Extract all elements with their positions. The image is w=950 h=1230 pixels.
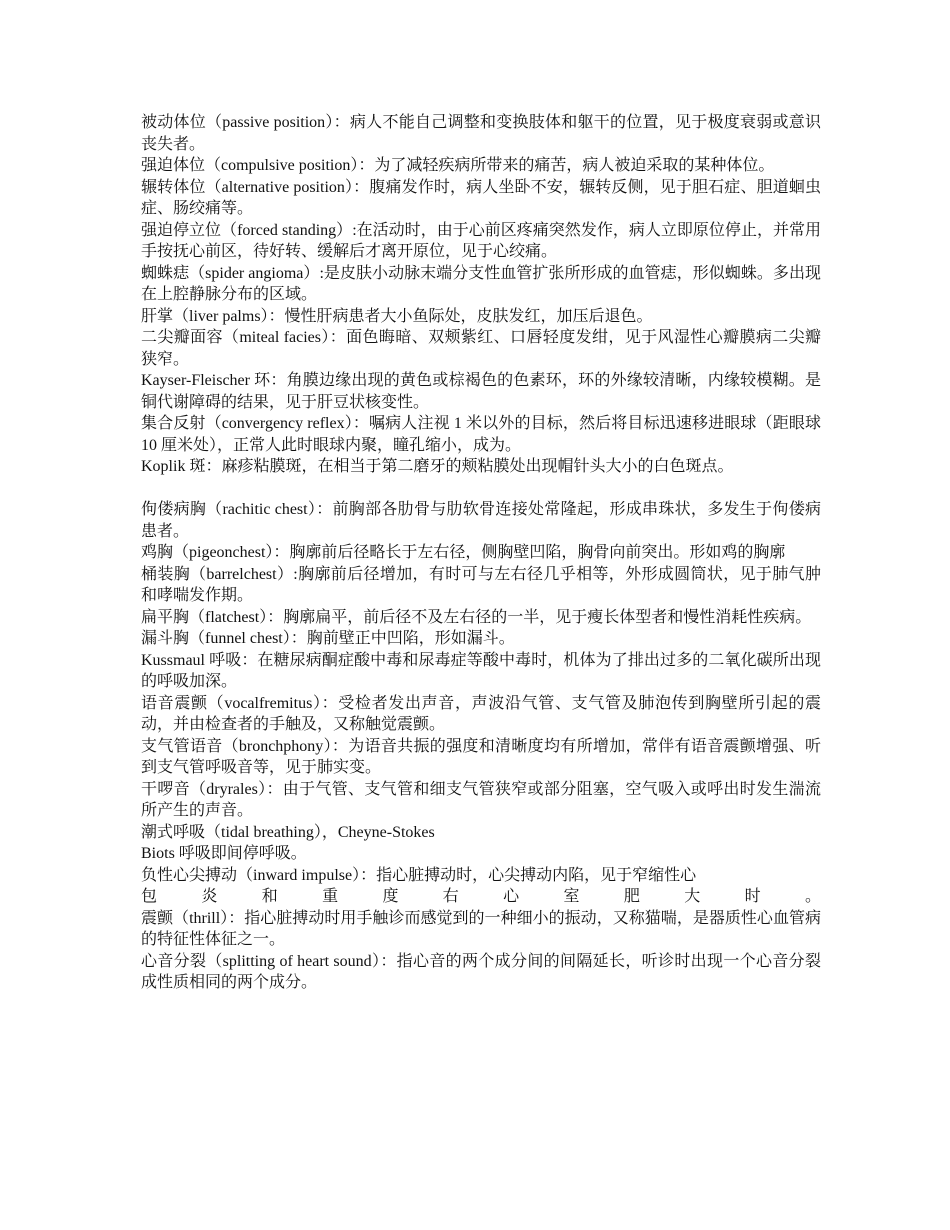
glossary-entry: 被动体位（passive position）：病人不能自己调整和变换肢体和躯干的位置，见于极度衰弱或意识丧失者。 bbox=[141, 114, 821, 153]
glossary-entry: 强迫体位（compulsive position）：为了减轻疾病所带来的痛苦，病人被迫采取的某种体位。 bbox=[141, 157, 775, 174]
glossary-entry: 漏斗胸（funnel chest）：胸前壁正中凹陷，形如漏斗。 bbox=[141, 630, 515, 647]
glossary-entry: 辗转体位（alternative position）：腹痛发作时，病人坐卧不安，辗转反侧，见于胆石症、胆道蛔虫症、肠绞痛等。 bbox=[141, 178, 821, 217]
glossary-entry: Kayser-Fleischer 环：角膜边缘出现的黄色或棕褐色的色素环，环的外缘较清晰，内缘较模糊。是铜代谢障碍的结果，见于肝豆状核变性。 bbox=[141, 372, 821, 411]
spread-char: 时 bbox=[744, 888, 761, 905]
glossary-entry: 震颤（thrill）：指心脏搏动时用手触诊而感觉到的一种细小的振动，又称猫喘，是器质性心血管病的特征性体征之一。 bbox=[141, 909, 821, 948]
glossary-entry: 蜘蛛痣（spider angioma）:是皮肤小动脉末端分支性血管扩张所形成的血管痣，形似蜘蛛。多出现在上腔静脉分布的区域。 bbox=[141, 264, 821, 303]
glossary-entry: 潮式呼吸（tidal breathing），Cheyne-Stokes bbox=[141, 823, 435, 841]
entries-section-1 bbox=[141, 112, 821, 478]
spread-char: 右 bbox=[442, 888, 459, 905]
glossary-entry: Kussmaul 呼吸：在糖尿病酮症酸中毒和尿毒症等酸中毒时，机体为了排出过多的二氧化碳所出现的呼吸加深。 bbox=[141, 651, 821, 690]
glossary-entry: 心音分裂（splitting of heart sound）：指心音的两个成分间的间隔延长，听诊时出现一个心音分裂成性质相同的两个成分。 bbox=[141, 952, 821, 991]
glossary-entry: 支气管语音（bronchphony）：为语音共振的强度和清晰度均有所增加，常伴有语音震颤增强、听到支气管呼吸音等，见于肺实变。 bbox=[141, 737, 821, 776]
entries-section-3 bbox=[141, 908, 821, 994]
entries-section-2 bbox=[141, 499, 821, 865]
spread-char: 炎 bbox=[201, 888, 218, 905]
glossary-entry: 鸡胸（pigeonchest）：胸廓前后径略长于左右径，侧胸壁凹陷，胸骨向前突出。形如鸡的胸廓 bbox=[141, 544, 786, 561]
glossary-entry: 集合反射（convergency reflex）：嘱病人注视 1 米以外的目标，然后将目标迅速移进眼球（距眼球 10 厘米处），正常人此时眼球内聚，瞳孔缩小，成为。 bbox=[141, 415, 821, 454]
entry-inward-impulse bbox=[141, 865, 821, 908]
glossary-entry: Biots 呼吸即间停呼吸。 bbox=[141, 845, 307, 862]
spread-char: 和 bbox=[261, 888, 278, 905]
entry-inward-impulse-line2 bbox=[141, 886, 821, 908]
glossary-entry: 桶装胸（barrelchest）:胸廓前后径增加，有时可与左右径几乎相等，外形成圆筒状，见于肺气肿和哮喘发作期。 bbox=[141, 565, 821, 604]
spread-char: 包 bbox=[141, 888, 158, 905]
glossary-entry: 肝掌（liver palms）：慢性肝病患者大小鱼际处，皮肤发红，加压后退色。 bbox=[141, 307, 653, 325]
document-page bbox=[141, 112, 821, 994]
spread-char: 室 bbox=[563, 888, 580, 905]
entry-inward-impulse-line1: 负性心尖搏动（inward impulse）：指心脏搏动时，心尖搏动内陷，见于窄缩性心 bbox=[141, 866, 697, 884]
spread-char: 。 bbox=[804, 888, 821, 905]
glossary-entry: 强迫停立位（forced standing）:在活动时，由于心前区疼痛突然发作，病人立即原位停止，并常用手按抚心前区，待好转、缓解后才离开原位，见于心绞痛。 bbox=[141, 221, 821, 260]
spread-char: 心 bbox=[503, 888, 520, 905]
glossary-entry: Koplik 斑：麻疹粘膜斑，在相当于第二磨牙的颊粘膜处出现帽针头大小的白色斑点。 bbox=[141, 458, 734, 475]
glossary-entry: 语音震颤（vocalfremitus）：受检者发出声音，声波沿气管、支气管及肺泡传到胸壁所引起的震动，并由检查者的手触及，又称触觉震颤。 bbox=[141, 694, 821, 733]
spread-char: 重 bbox=[322, 888, 339, 905]
spread-char: 度 bbox=[382, 888, 399, 905]
glossary-entry: 干啰音（dryrales）：由于气管、支气管和细支气管狭窄或部分阻塞，空气吸入或呼出时发生湍流所产生的声音。 bbox=[141, 780, 821, 819]
paragraph-gap bbox=[141, 478, 821, 500]
spread-char: 肥 bbox=[623, 888, 640, 905]
spread-char: 大 bbox=[684, 888, 701, 905]
glossary-entry: 扁平胸（flatchest）：胸廓扁平，前后径不及左右径的一半，见于瘦长体型者和慢性消耗性疾病。 bbox=[141, 608, 812, 626]
glossary-entry: 佝偻病胸（rachitic chest）：前胸部各肋骨与肋软骨连接处常隆起，形成串珠状，多发生于佝偻病患者。 bbox=[141, 501, 821, 540]
glossary-entry: 二尖瓣面容（miteal facies）：面色晦暗、双颊紫红、口唇轻度发绀，见于风湿性心瓣膜病二尖瓣狭窄。 bbox=[141, 329, 821, 368]
